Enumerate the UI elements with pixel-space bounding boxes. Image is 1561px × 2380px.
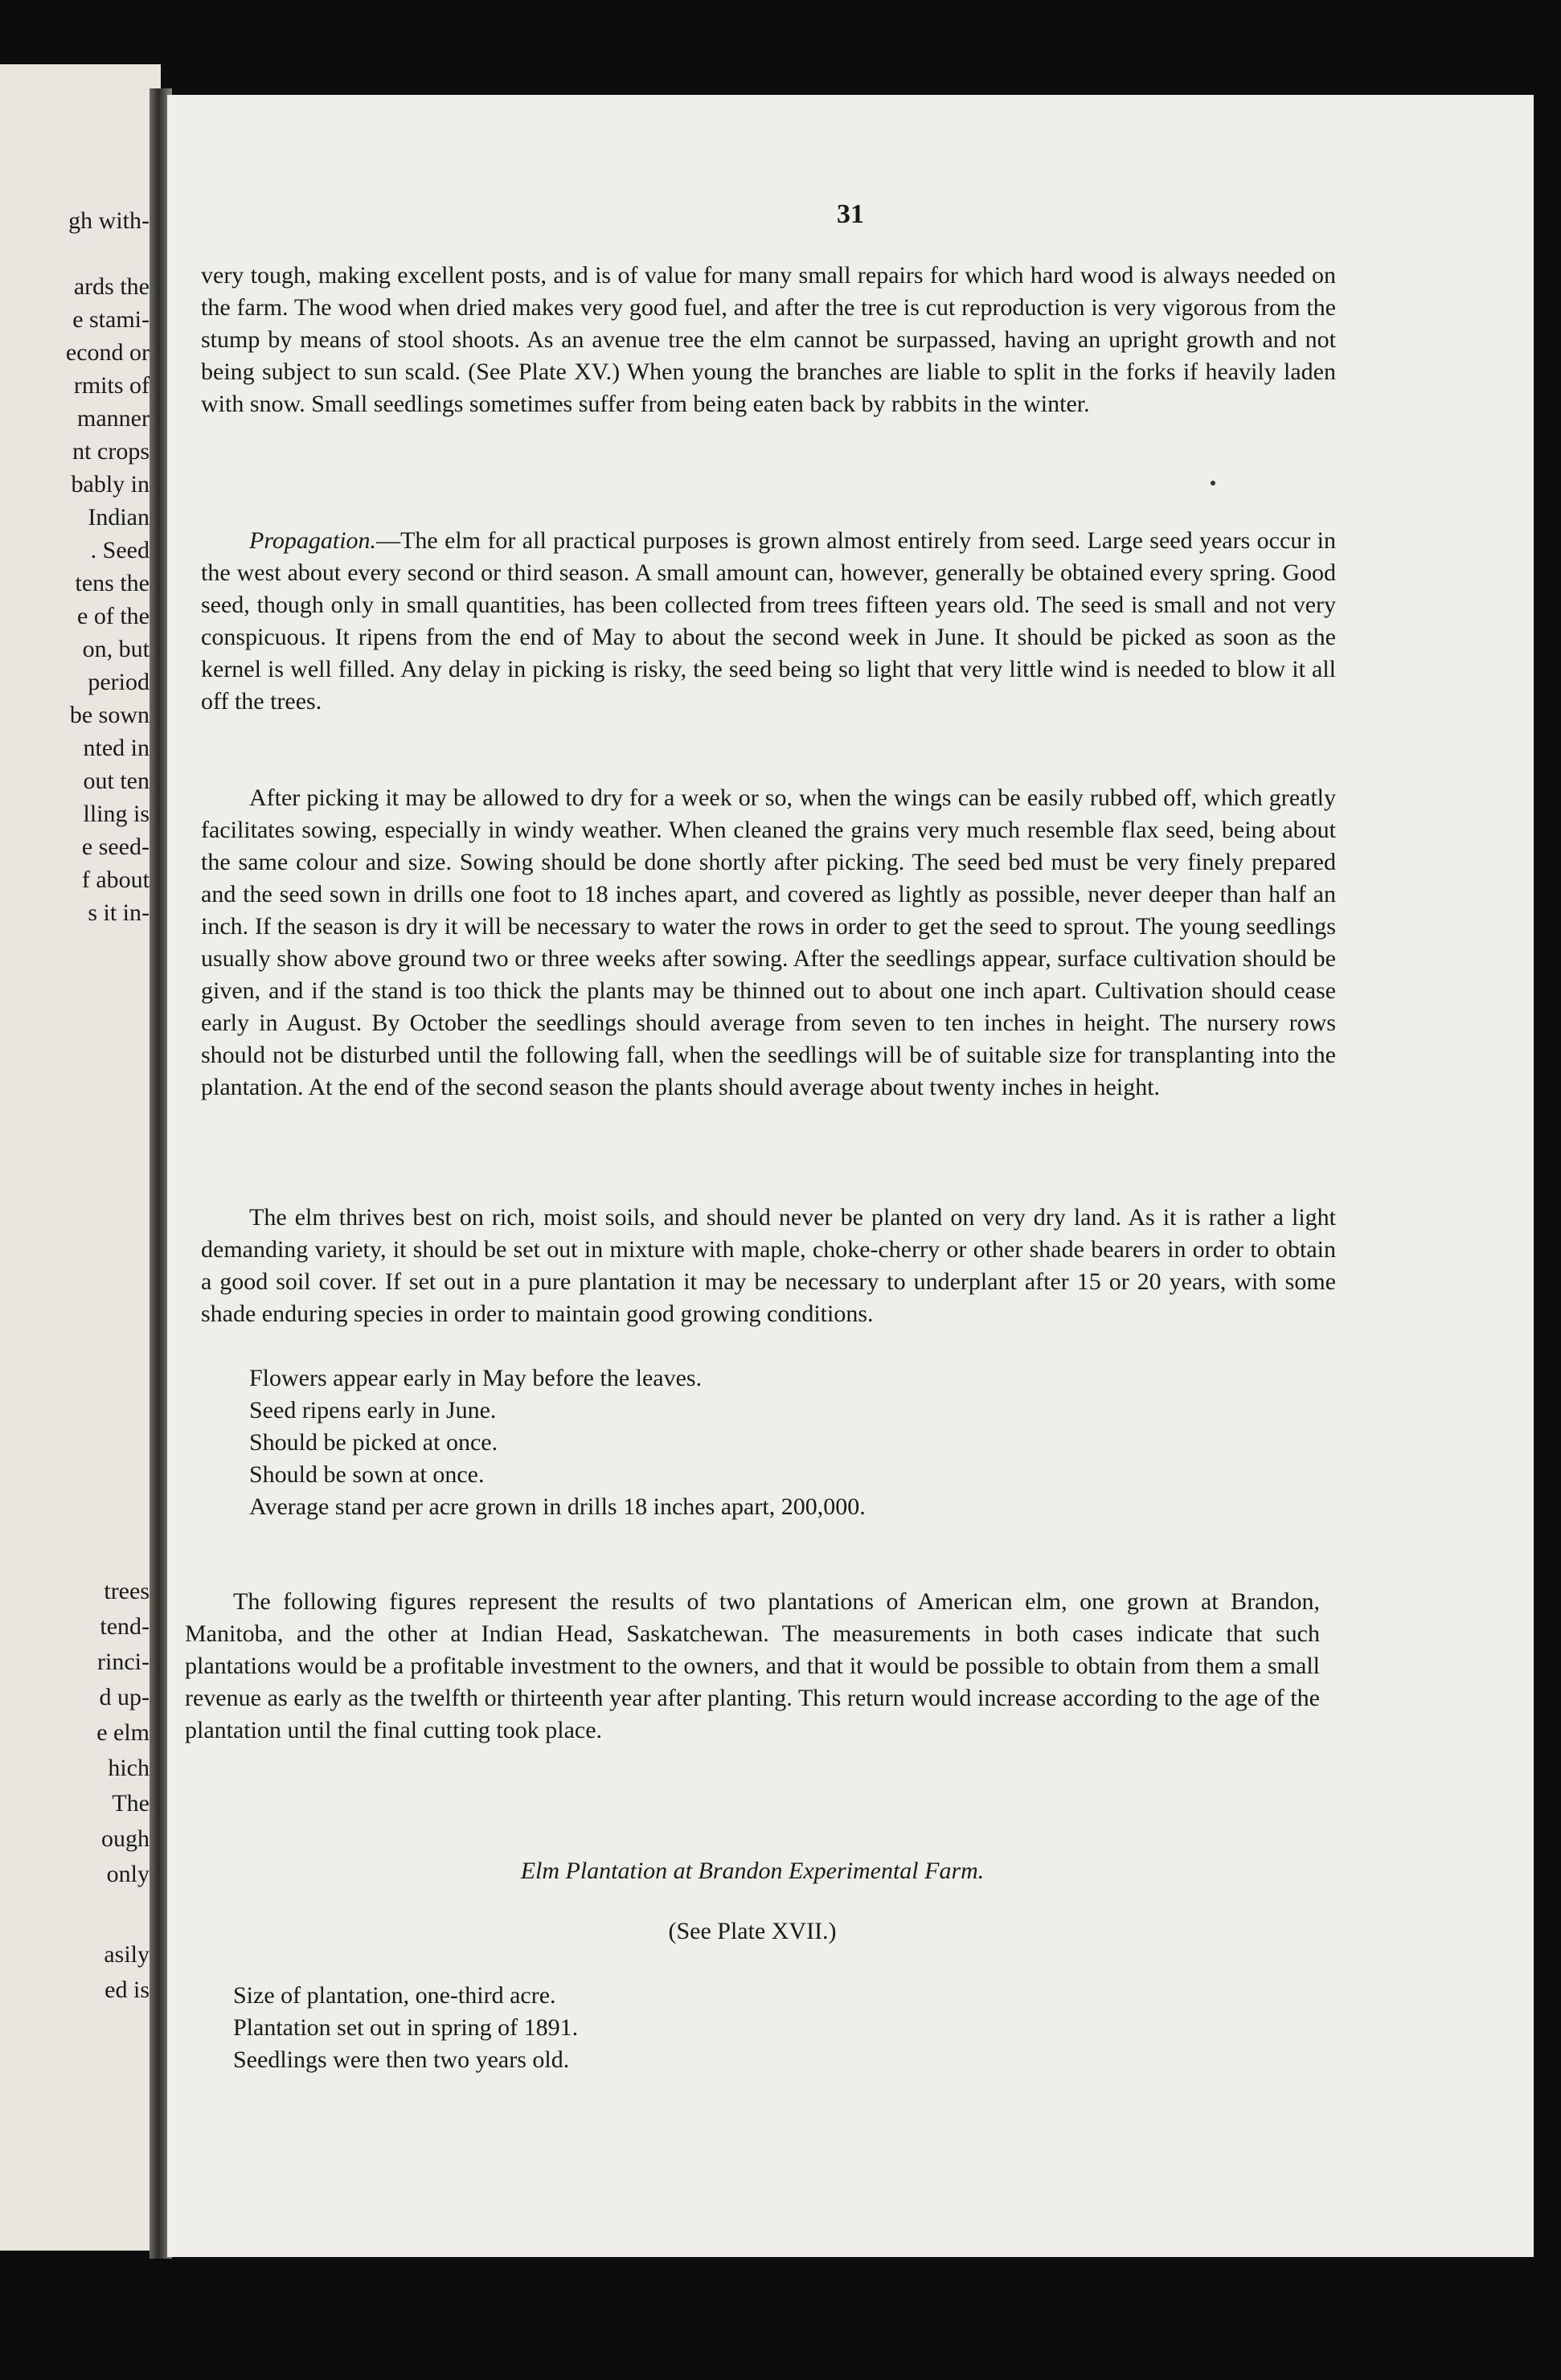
section-title: Elm Plantation at Brandon Experimental Farm. [520, 1858, 985, 1884]
previous-page-line: e stami- [72, 306, 150, 333]
plantation-line: Plantation set out in spring of 1891. [233, 2014, 579, 2041]
figures-paragraph: The following figures represent the results of two plantations of American elm, one grown at Brandon, Manitoba, and the other at Indian Head, Saskatchewan. The measurements in both cases indicate that such plantations would be a profitable investment to the owners, and that it would be possible to obtain from them a small revenue as early as the twelfth or thirteenth year after planting. This return would increase according to the age of the plantation until the final cutting took place. [185, 1588, 1320, 1743]
propagation-paragraph [201, 525, 1336, 718]
page [167, 95, 1534, 2257]
previous-page-line: be sown [69, 702, 150, 728]
picking-paragraph: After picking it may be allowed to dry for a week or so, when the wings can be easily rubbed off, which greatly facilitates sowing, especially in windy weather. When cleaned the grains very much resemble flax seed, being about the same colour and size. Sowing should be done shortly after picking. The seed bed must be very finely prepared and the seed sown in drills one foot to 18 inches apart, and covered as lightly as possible, never deeper than half an inch. If the season is dry it will be necessary to water the rows in order to get the seed to sprout. The young seedlings usually show above ground two or three weeks after sowing. After the seedlings appear, surface cultivation should be given, and if the stand is too thick the plants may be thinned out to about one inch apart. Cultivation should cease early in August. By October the seedlings should average from seven to ten inches in height. The nursery rows should not be disturbed until the following fall, when the seedlings will be of suitable size for transplanting into the plantation. At the end of the second season the plants should average about twenty inches in height. [201, 784, 1336, 1100]
summary-line: Should be picked at once. [249, 1429, 498, 1456]
plantation-line: Seedlings were then two years old. [233, 2046, 570, 2073]
previous-page-line: gh with- [68, 207, 150, 234]
previous-page-line: rmits of [73, 372, 150, 399]
propagation-heading: Propagation. [249, 527, 377, 554]
previous-page-line: Indian [88, 504, 150, 530]
previous-page-line: The [112, 1790, 150, 1817]
previous-page-line: tend- [100, 1613, 150, 1640]
previous-page-line: hich [108, 1755, 150, 1781]
previous-page-line: e of the [77, 603, 150, 629]
plate-reference: (See Plate XVII.) [668, 1918, 837, 1944]
previous-page-line: rinci- [97, 1649, 150, 1675]
summary-line: Average stand per acre grown in drills 18 inches apart, 200,000. [249, 1493, 866, 1520]
previous-page-line: d up- [99, 1684, 150, 1710]
previous-page-line: on, but [82, 636, 150, 662]
summary-line: Flowers appear early in May before the leaves. [249, 1365, 703, 1391]
previous-page-line: ed is [104, 1977, 150, 2003]
previous-page-line: . Seed [90, 537, 150, 563]
previous-page-line: e elm [96, 1719, 150, 1746]
previous-page-line: only [106, 1861, 150, 1887]
previous-page-line: manner [77, 405, 150, 432]
intro-paragraph: very tough, making excellent posts, and is of value for many small repairs for which hard wood is always needed on the farm. The wood when dried makes very good fuel, and after the tree is cut reproduction is very vigorous from the stump by means of stool shoots. As an avenue tree the elm cannot be surpassed, having an upright growth and not being subject to sun scald. (See Plate XV.) When young the branches are liable to split in the forks if heavily laden with snow. Small seedlings sometimes suffer from being eaten back by rabbits in the winter. [201, 262, 1336, 417]
previous-page-line: f about [81, 866, 150, 893]
previous-page-line: s it in- [88, 899, 150, 926]
previous-page-line: asily [104, 1941, 150, 1968]
previous-page-line: nt crops [72, 438, 150, 465]
previous-page-line: out ten [83, 768, 150, 794]
plantation-details [233, 1980, 1278, 2076]
previous-page-line: bably in [71, 471, 150, 498]
page-number: 31 [837, 199, 864, 229]
plantation-line: Size of plantation, one-third acre. [233, 1982, 556, 2009]
previous-page-line: lling is [83, 801, 150, 827]
previous-page-line: trees [104, 1578, 150, 1604]
summary-list [249, 1362, 1294, 1523]
previous-page-line: econd or [65, 339, 150, 366]
previous-page-fragment [0, 64, 161, 2251]
previous-page-line: nted in [83, 735, 150, 761]
propagation-text: —The elm for all practical purposes is grown almost entirely from seed. Large seed years occur in the west about every second or third season. A small amount can, however, generally be obtained every spring. Good seed, though only in small quantities, has been collected from trees fifteen years old. The seed is small and not very conspicuous. It ripens from the end of May to about the second week in June. It should be picked as soon as the kernel is well filled. Any delay in picking is risky, the seed being so light that very little wind is needed to blow it all off the trees. [201, 527, 1336, 715]
previous-page-line: period [88, 669, 150, 695]
previous-page-line: ards the [73, 273, 150, 300]
summary-line: Should be sown at once. [249, 1461, 485, 1488]
summary-line: Seed ripens early in June. [249, 1397, 497, 1423]
bullet-mark [1211, 481, 1215, 485]
soil-paragraph: The elm thrives best on rich, moist soils, and should never be planted on very dry land. As it is rather a light demanding variety, it should be set out in mixture with maple, choke-cherry or other shade bearers in order to obtain a good soil cover. If set out in a pure plantation it may be necessary to underplant after 15 or 20 years, with some shade enduring species in order to maintain good growing conditions. [201, 1204, 1336, 1327]
previous-page-line: tens the [75, 570, 150, 596]
previous-page-line: e seed- [81, 834, 150, 860]
previous-page-line: ough [101, 1825, 150, 1852]
